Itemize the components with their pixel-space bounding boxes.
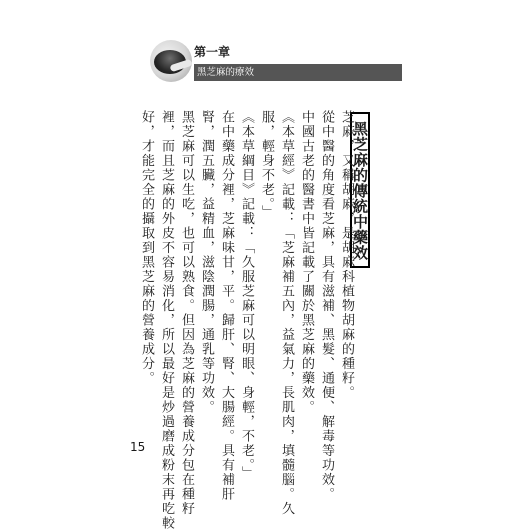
paragraph-line-7: 在中藥成分裡，芝麻味甘，平。歸肝、腎、大腸經。具有補肝	[219, 110, 234, 502]
paragraph-line-4: 《本草經》記載：「芝麻補五內，益氣力，長肌肉，填髓腦。久	[279, 110, 294, 516]
section-title: 黑芝麻的傳統中藥效	[350, 112, 370, 268]
paragraph-line-10: 裡，而且芝麻的外皮不容易消化，所以最好是炒過磨成粉末再吃較	[159, 110, 174, 531]
paragraph-line-3: 中國古老的醫書中皆記載了關於黑芝麻的藥效。	[299, 110, 314, 415]
paragraph-line-1: 芝麻，又稱胡麻，是胡麻科植物胡麻的種籽。	[339, 110, 354, 400]
paragraph-line-5: 服，輕身不老。」	[259, 110, 274, 220]
paragraph-line-8: 腎，潤五臟，益精血，滋陰潤腸，通乳等功效。	[199, 110, 214, 415]
chapter-title: 第一章	[194, 45, 231, 59]
paragraph-line-6: 《本草綱目》記載：「久服芝麻可以明眼、身輕，不老。」	[239, 110, 254, 481]
paragraph-line-2: 從中醫的角度看芝麻，具有滋補、黑髮、通便、解毒等功效。	[319, 110, 334, 502]
black-sesame-photo	[150, 40, 192, 82]
paragraph-line-11: 好，才能完全的攝取到黑芝麻的營養成分。	[139, 110, 154, 386]
paragraph-line-9: 黑芝麻可以生吃，也可以熟食。但因為芝麻的營養成分包在種籽	[179, 110, 194, 516]
chapter-header	[150, 40, 405, 82]
chapter-subtitle: 黑芝麻的療效	[197, 67, 255, 78]
page-number: 15	[130, 440, 146, 454]
